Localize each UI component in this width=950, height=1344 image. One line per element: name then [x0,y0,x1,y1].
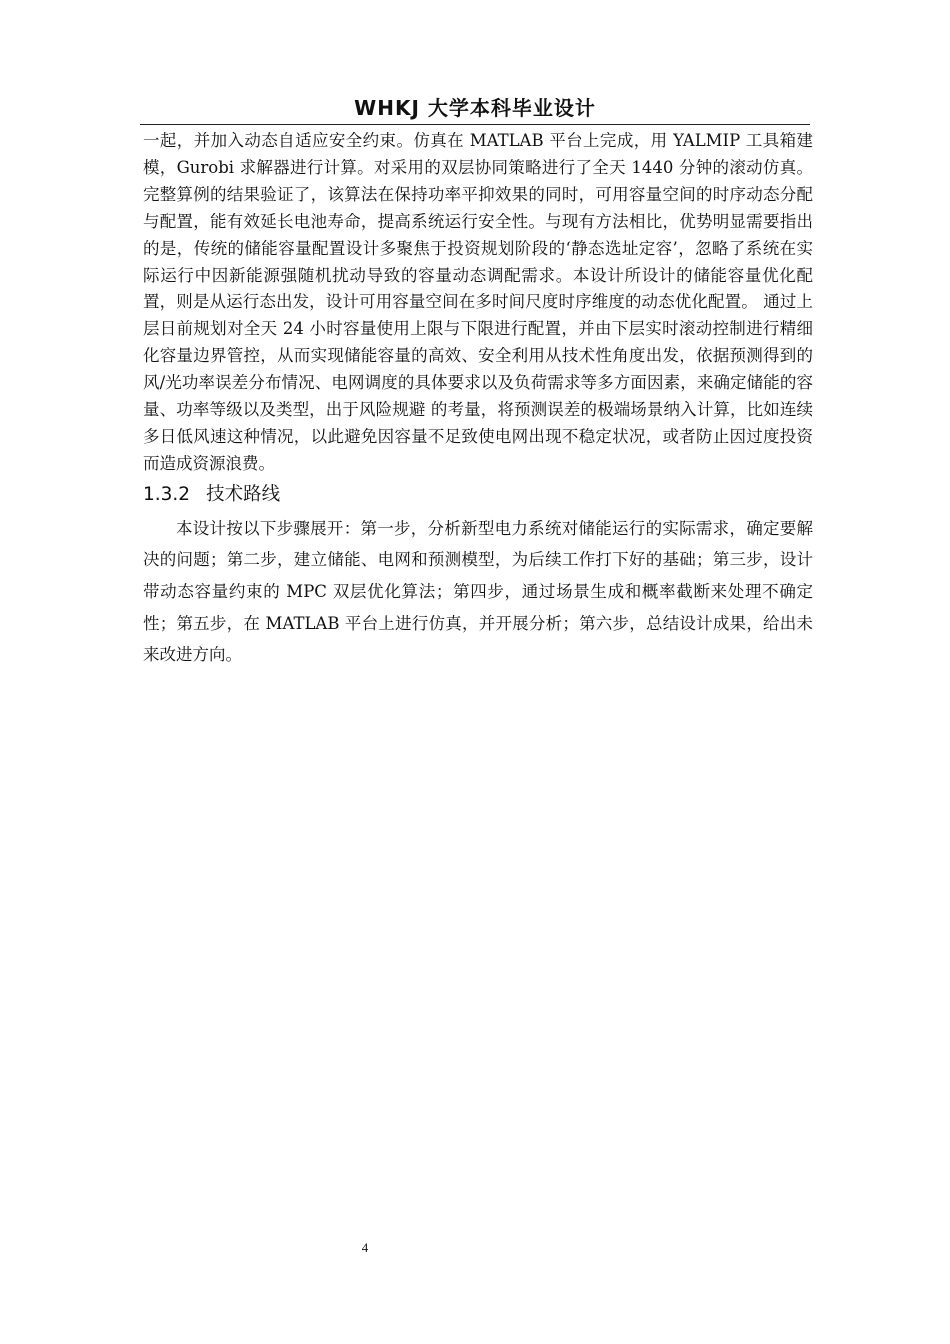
page-header: WHKJ 大学本科毕业设计 [140,94,810,125]
section-paragraph: 本设计按以下步骤展开：第一步，分析新型电力系统对储能运行的实际需求，确定要解决的问题；第二步，建立储能、电网和预测模型，为后续工作打下好的基础；第三步，设计带动态容量约束的 MPC 双层优化算法；第四步，通过场景生成和概率截断来处理不确定性；第五步，在 MATLAB 平台上进行仿真，并开展分析；第六步，总结设计成果，给出未来改进方向。 [143,518,813,665]
document-body [143,128,813,671]
page-number: 4 [361,1240,369,1255]
section-number: 1.3.2 [143,483,191,505]
section-title: 技术路线 [206,483,281,505]
section-heading [143,481,813,509]
body-paragraph: 一起，并加入动态自适应安全约束。仿真在 MATLAB 平台上完成，用 YALMIP 工具箱建模，Gurobi 求解器进行计算。对采用的双层协同策略进行了全天 1440 分钟的滚动仿真。完整算例的结果验证了，该算法在保持功率平抑效果的同时，可用容量空间的时序动态分配与配置，能有效延长电池寿命，提高系统运行安全性。与现有方法相比，优势明显需要指出的是，传统的储能容量配置设计多聚焦于投资规划阶段的‘静态选址定容’，忽略了系统在实际运行中因新能源强随机扰动导致的容量动态调配需求。本设计所设计的储能容量优化配置，则是从运行态出发，设计可用容量空间在多时间尺度时序维度的动态优化配置。 通过上层日前规划对全天 24 小时容量使用上限与下限进行配置，并由下层实时滚动控制进行精细化容量边界管控，从而实现储能容量的高效、安全利用从技术性角度出发，依据预测得到的风/光功率误差分布情况、电网调度的具体要求以及负荷需求等多方面因素，来确定储能的容量、功率等级以及类型，出于风险规避 的考量，将预测误差的极端场景纳入计算，比如连续多日低风速这种情况，以此避免因容量不足致使电网出现不稳定状况，或者防止因过度投资而造成资源浪费。 [143,131,813,473]
